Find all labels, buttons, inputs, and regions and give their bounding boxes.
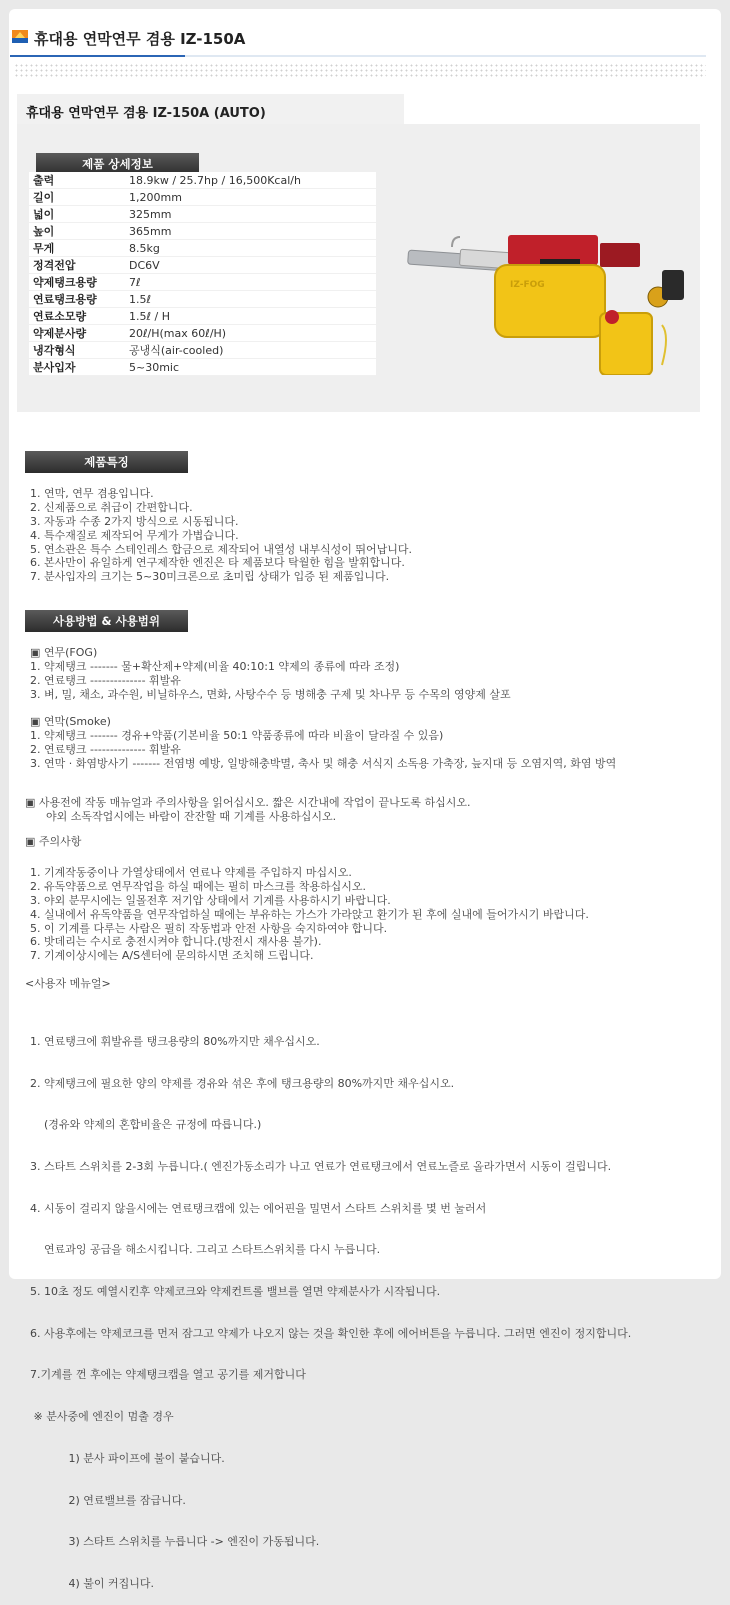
product-image	[400, 225, 700, 375]
manual-list	[30, 1007, 631, 1605]
product-header-model: IZ-150A (AUTO)	[152, 106, 266, 121]
section-label-features: 제품특징	[25, 451, 188, 473]
caution-item: 4. 실내에서 유독약품을 연무작업하실 때에는 부유하는 가스가 가라앉고 환기가 된 후에 실내에 들어가시기 바랍니다.	[30, 907, 589, 921]
caution-item: 7. 기계이상시에는 A/S센터에 문의하시면 조치해 드립니다.	[30, 949, 314, 963]
usage-smoke-item: 2. 연료탱크 -------------- 휘발유	[30, 742, 181, 756]
spec-row	[29, 274, 376, 291]
spec-value: 7ℓ	[125, 274, 376, 291]
title-divider-accent	[10, 55, 185, 57]
feature-item: 5. 연소관은 특수 스테인레스 합금으로 제작되어 내열성 내부식성이 뛰어납니다.	[30, 542, 412, 556]
caution-item: 1. 기계작동중이나 가열상태에서 연료나 약제를 주입하지 마십시오.	[30, 866, 352, 879]
spec-row	[29, 223, 376, 240]
spec-row	[29, 189, 376, 206]
caution-item: 3. 야외 분무시에는 일몰전후 저기압 상태에서 기계를 사용하시기 바랍니다.	[30, 893, 391, 907]
product-header	[17, 94, 404, 124]
caution-item: 6. 밧데리는 수시로 충전시켜야 합니다.(방전시 재사용 불가).	[30, 935, 322, 949]
usage-fog-item: 2. 연료탱크 -------------- 휘발유	[30, 673, 181, 687]
spec-key: 정격전압	[29, 257, 125, 274]
spec-row	[29, 325, 376, 342]
manual-item: 7.기계를 껀 후에는 약제탱크캡을 열고 공기를 제거합니다	[30, 1368, 306, 1382]
manual-item: 4. 시동이 걸리지 않을시에는 연료탱크캡에 있는 에어핀을 밀면서 스타트 스위치를 몇 번 눌러서	[30, 1201, 487, 1215]
manual-item: 5. 10초 정도 예열시킨후 약제코크와 약제컨트롤 밸브를 열면 약제분사가 시작됩니다.	[30, 1285, 441, 1299]
spec-row	[29, 206, 376, 223]
spec-key: 높이	[29, 223, 125, 240]
spec-value: 공냉식(air-cooled)	[125, 342, 376, 359]
manual-item: (경유와 약제의 혼합비율은 규정에 따릅니다.)	[30, 1118, 262, 1132]
caution-item: 2. 유독약품으로 연무작업을 하실 때에는 필히 마스크를 착용하십시오.	[30, 879, 366, 893]
usage-smoke-item: 1. 약제탱크 ------- 경유+약품(기본비율 50:1 약품종류에 따라 비율이 달라질 수 있음)	[30, 728, 444, 742]
spec-table	[29, 172, 376, 376]
manual-item: 3) 스타트 스위치를 누릅니다 -> 엔진이 가동됩니다.	[30, 1535, 320, 1549]
spec-value: 1,200mm	[125, 189, 376, 206]
spec-row	[29, 359, 376, 376]
spec-row	[29, 240, 376, 257]
spec-value: 1.5ℓ / H	[125, 308, 376, 325]
product-header-prefix: 휴대용 연막연무 겸용	[26, 106, 153, 121]
spec-value: 325mm	[125, 206, 376, 223]
manual-item: 연료과잉 공급을 해소시킵니다. 그리고 스타트스위치를 다시 누릅니다.	[30, 1243, 381, 1257]
spec-key: 분사입자	[29, 359, 125, 376]
manual-item: ※ 분사중에 엔진이 멈출 경우	[30, 1410, 174, 1424]
spec-value: 1.5ℓ	[125, 291, 376, 308]
manual-item: 4) 불이 커집니다.	[30, 1576, 154, 1590]
spec-value: 5~30mic	[125, 359, 376, 376]
spec-key: 냉각형식	[29, 342, 125, 359]
spec-key: 연료소모량	[29, 308, 125, 325]
spec-key: 무게	[29, 240, 125, 257]
spec-key: 약제탱크용량	[29, 274, 125, 291]
spec-row	[29, 291, 376, 308]
spec-key: 길이	[29, 189, 125, 206]
caution-item: 5. 이 기계를 다루는 사람은 필히 작동법과 안전 사항을 숙지하여야 합니다.	[30, 921, 388, 935]
caution-title: ▣ 주의사항	[25, 835, 82, 848]
machine-logo: IZ-FOG	[510, 280, 545, 290]
manual-title: <사용자 메뉴얼>	[25, 977, 111, 990]
notice	[25, 796, 471, 824]
page-title-row	[12, 28, 708, 48]
usage-smoke	[30, 715, 616, 771]
usage-smoke-title: ▣ 연막(Smoke)	[30, 715, 111, 728]
usage-fog-title: ▣ 연무(FOG)	[30, 646, 98, 659]
spec-value: DC6V	[125, 257, 376, 274]
feature-item: 4. 특수재질로 제작되어 무게가 가볍습니다.	[30, 528, 239, 542]
section-label-usage: 사용방법 & 사용범위	[25, 610, 188, 632]
caution-list	[30, 866, 589, 963]
section-label-detail: 제품 상세정보	[36, 153, 199, 175]
spec-key: 출력	[29, 172, 125, 189]
dotted-divider	[14, 63, 706, 77]
usage-fog	[30, 646, 511, 702]
spec-key: 연료탱크용량	[29, 291, 125, 308]
usage-smoke-item: 3. 연막 · 화염방사기 ------- 전염병 예방, 일방해충박멸, 축사 및 해충 서식지 소독용 가축장, 늪지대 등 오염지역, 화염 방역	[30, 756, 617, 770]
feature-item: 1. 연막, 연무 겸용입니다.	[30, 487, 154, 500]
title-bullet-icon	[12, 30, 28, 43]
feature-item: 7. 분사입자의 크기는 5~30미크론으로 초미립 상태가 입증 된 제품입니다.	[30, 570, 390, 584]
notice-line: 야외 소독작업시에는 바람이 잔잔할 때 기계를 사용하십시오.	[25, 809, 337, 823]
spec-row	[29, 172, 376, 189]
spec-row	[29, 342, 376, 359]
feature-item: 6. 본사만이 유일하게 연구제작한 엔진은 타 제품보다 탁월한 힘을 발휘합니다.	[30, 556, 405, 570]
notice-line: ▣ 사용전에 작동 매뉴얼과 주의사항을 읽어십시오. 짧은 시간내에 작업이 끝나도록 하십시오.	[25, 796, 471, 809]
spec-row	[29, 308, 376, 325]
spec-value: 18.9kw / 25.7hp / 16,500Kcal/h	[125, 172, 376, 189]
usage-fog-item: 1. 약제탱크 ------- 물+확산제+약제(비율 40:10:1 약제의 종류에 따라 조정)	[30, 659, 400, 673]
spec-value: 8.5kg	[125, 240, 376, 257]
manual-item: 3. 스타트 스위치를 2-3회 누릅니다.( 엔진가동소리가 나고 연료가 연료탱크에서 연료노즐로 올라가면서 시동이 걸립니다.	[30, 1159, 612, 1173]
manual-item: 2) 연료밸브를 잠급니다.	[30, 1493, 186, 1507]
page-title: 휴대용 연막연무 겸용 IZ-150A	[34, 30, 246, 48]
manual-item: 1) 분사 파이프에 불이 붙습니다.	[30, 1451, 225, 1465]
feature-item: 2. 신제품으로 취급이 간편합니다.	[30, 500, 193, 514]
spec-key: 넓이	[29, 206, 125, 223]
spec-key: 약제분사량	[29, 325, 125, 342]
spec-value: 365mm	[125, 223, 376, 240]
manual-item: 2. 약제탱크에 필요한 양의 약제를 경유와 섞은 후에 탱크용량의 80%까지만 채우십시오.	[30, 1076, 455, 1090]
feature-item: 3. 자동과 수종 2가지 방식으로 시동됩니다.	[30, 514, 239, 528]
manual-item: 6. 사용후에는 약제코크를 먼저 잠그고 약제가 나오지 않는 것을 확인한 후에 에어버튼을 누릅니다. 그러면 엔진이 정지합니다.	[30, 1326, 632, 1340]
spec-row	[29, 257, 376, 274]
spec-value: 20ℓ/H(max 60ℓ/H)	[125, 325, 376, 342]
manual-item: 1. 연료탱크에 휘발유를 탱크용량의 80%까지만 채우십시오.	[30, 1034, 320, 1048]
usage-fog-item: 3. 벼, 밀, 채소, 과수원, 비닐하우스, 면화, 사탕수수 등 병해충 구제 및 차나무 등 수목의 영양제 살포	[30, 687, 511, 701]
feature-list	[30, 487, 412, 584]
